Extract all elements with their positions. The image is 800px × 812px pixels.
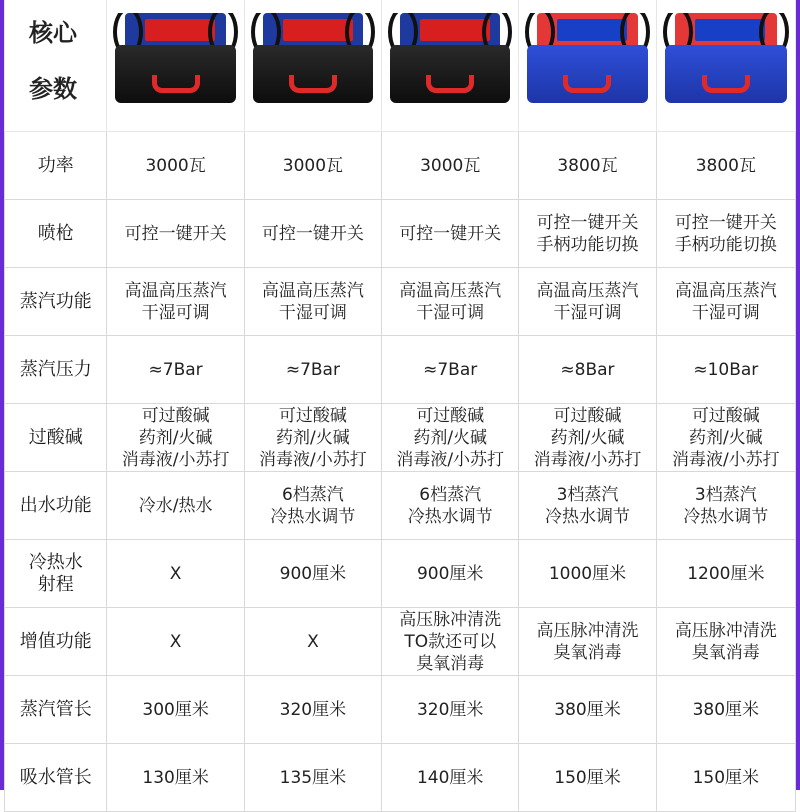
header-title-line1: 核心: [29, 19, 77, 47]
product-image-5: [656, 0, 795, 132]
product-image-3: [382, 0, 519, 132]
row-label: 功率: [5, 132, 107, 200]
cell: 320厘米: [382, 676, 519, 744]
row-label: 蒸汽功能: [5, 268, 107, 336]
cell: 900厘米: [244, 540, 381, 608]
cell: 可控一键开关 手柄功能切换: [519, 200, 656, 268]
cell: 可控一键开关 手柄功能切换: [656, 200, 795, 268]
product-image-2: [244, 0, 381, 132]
cell: 1000厘米: [519, 540, 656, 608]
row-label: 冷热水 射程: [5, 540, 107, 608]
row-steam-hose-length: [5, 676, 796, 744]
cell: 130厘米: [107, 744, 244, 812]
cell: 高温高压蒸汽 干湿可调: [382, 268, 519, 336]
cell: ≈7Bar: [244, 336, 381, 404]
row-label: 吸水管长: [5, 744, 107, 812]
cell: 高温高压蒸汽 干湿可调: [244, 268, 381, 336]
cell: 135厘米: [244, 744, 381, 812]
cell: 900厘米: [382, 540, 519, 608]
row-acid-alkali: [5, 404, 796, 472]
cell: 冷水/热水: [107, 472, 244, 540]
cell: 380厘米: [656, 676, 795, 744]
row-power: [5, 132, 796, 200]
row-water-range: [5, 540, 796, 608]
product-image-1: [107, 0, 244, 132]
cell: 高压脉冲清洗 臭氧消毒: [519, 608, 656, 676]
cell: 可过酸碱 药剂/火碱 消毒液/小苏打: [656, 404, 795, 472]
cell: 高压脉冲清洗 TO款还可以 臭氧消毒: [382, 608, 519, 676]
product-header-row: [5, 0, 796, 132]
row-label: 过酸碱: [5, 404, 107, 472]
cell: 高温高压蒸汽 干湿可调: [656, 268, 795, 336]
cell: 1200厘米: [656, 540, 795, 608]
cell: ≈7Bar: [107, 336, 244, 404]
row-label: 增值功能: [5, 608, 107, 676]
cell: 300厘米: [107, 676, 244, 744]
cell: 3000瓦: [382, 132, 519, 200]
cell: 3000瓦: [244, 132, 381, 200]
cell: 150厘米: [519, 744, 656, 812]
cell: 可控一键开关: [107, 200, 244, 268]
cell: 高温高压蒸汽 干湿可调: [519, 268, 656, 336]
cell: 140厘米: [382, 744, 519, 812]
cell: 可过酸碱 药剂/火碱 消毒液/小苏打: [382, 404, 519, 472]
cell: 3800瓦: [519, 132, 656, 200]
cell: 3档蒸汽 冷热水调节: [519, 472, 656, 540]
cell: X: [107, 608, 244, 676]
row-suction-hose-length: [5, 744, 796, 812]
cell: 3800瓦: [656, 132, 795, 200]
row-spray-gun: [5, 200, 796, 268]
row-label: 蒸汽压力: [5, 336, 107, 404]
cell: 可控一键开关: [244, 200, 381, 268]
cell: 高压脉冲清洗 臭氧消毒: [656, 608, 795, 676]
row-label: 喷枪: [5, 200, 107, 268]
cell: 3档蒸汽 冷热水调节: [656, 472, 795, 540]
cell: 6档蒸汽 冷热水调节: [244, 472, 381, 540]
cell: X: [244, 608, 381, 676]
cell: 可过酸碱 药剂/火碱 消毒液/小苏打: [107, 404, 244, 472]
product-image-4: [519, 0, 656, 132]
row-steam-pressure: [5, 336, 796, 404]
cell: ≈8Bar: [519, 336, 656, 404]
spec-table: [4, 0, 796, 812]
cell: 3000瓦: [107, 132, 244, 200]
cell: 可过酸碱 药剂/火碱 消毒液/小苏打: [519, 404, 656, 472]
cell: ≈7Bar: [382, 336, 519, 404]
header-title-cell: [5, 0, 107, 132]
row-value-added: [5, 608, 796, 676]
cell: ≈10Bar: [656, 336, 795, 404]
cell: 380厘米: [519, 676, 656, 744]
header-title-line2: 参数: [29, 75, 77, 103]
cell: 高温高压蒸汽 干湿可调: [107, 268, 244, 336]
cell: 320厘米: [244, 676, 381, 744]
cell: 6档蒸汽 冷热水调节: [382, 472, 519, 540]
cell: 可控一键开关: [382, 200, 519, 268]
cell: X: [107, 540, 244, 608]
row-steam-function: [5, 268, 796, 336]
row-label: 出水功能: [5, 472, 107, 540]
row-water-output: [5, 472, 796, 540]
row-label: 蒸汽管长: [5, 676, 107, 744]
cell: 可过酸碱 药剂/火碱 消毒液/小苏打: [244, 404, 381, 472]
cell: 150厘米: [656, 744, 795, 812]
